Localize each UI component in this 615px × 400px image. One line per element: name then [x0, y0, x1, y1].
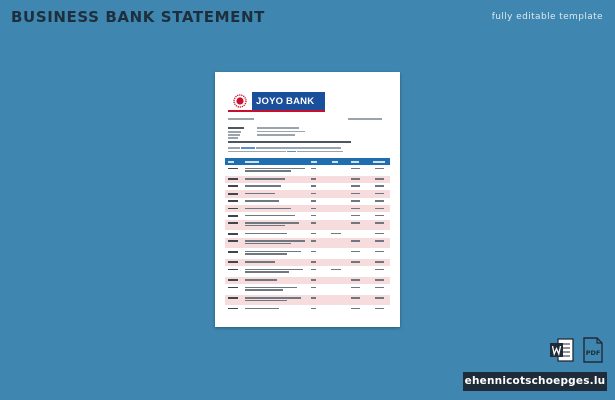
- cell-desc2: [245, 243, 291, 245]
- cell-date: [228, 308, 238, 310]
- cell-date: [228, 168, 238, 170]
- cell-desc: [245, 308, 279, 310]
- cell-desc: [245, 193, 275, 195]
- table-row: [225, 305, 390, 312]
- cell-debit: [351, 297, 360, 299]
- cell-type: [311, 208, 316, 210]
- table-row: [225, 190, 390, 197]
- logo-underline: [228, 110, 325, 112]
- cell-bal: [375, 261, 384, 263]
- cell-debit: [351, 222, 360, 224]
- customer-name-line: [228, 127, 244, 129]
- cell-debit: [351, 240, 360, 242]
- cell-desc2: [245, 253, 287, 255]
- cell-desc: [245, 200, 279, 202]
- cell-type: [311, 193, 316, 195]
- account-detail-line: [257, 127, 299, 129]
- cell-type: [311, 178, 316, 180]
- customer-address-line: [228, 131, 241, 133]
- cell-date: [228, 279, 238, 281]
- cell-date: [228, 297, 238, 299]
- cell-bal: [375, 168, 384, 170]
- customer-address-line: [228, 137, 238, 139]
- cell-desc2: [245, 170, 291, 172]
- svg-text:PDF: PDF: [585, 349, 601, 357]
- page-subtitle: fully editable template: [491, 12, 603, 22]
- cell-debit: [351, 215, 360, 217]
- table-row: [225, 230, 390, 237]
- cell-type: [311, 308, 316, 310]
- cell-desc: [245, 287, 297, 289]
- cell-date: [228, 240, 238, 242]
- notice-line: [228, 141, 351, 143]
- cell-bal: [375, 251, 384, 253]
- cell-type: [311, 233, 316, 235]
- cell-desc: [245, 233, 287, 235]
- column-header-debit: [351, 161, 359, 163]
- cell-type: [311, 297, 316, 299]
- table-row: [225, 212, 390, 219]
- bank-emblem-icon: [228, 92, 252, 110]
- cell-desc: [245, 261, 275, 263]
- table-row: [225, 220, 390, 231]
- column-header-type: [311, 161, 317, 163]
- info-line: [256, 147, 341, 149]
- cell-debit: [351, 168, 360, 170]
- cell-date: [228, 261, 238, 263]
- cell-bal: [375, 240, 384, 242]
- cell-debit: [351, 200, 360, 202]
- cell-date: [228, 287, 238, 289]
- cell-credit: [331, 233, 341, 235]
- info-link-line: [241, 147, 255, 149]
- info-link-line: [287, 151, 296, 153]
- table-row: [225, 198, 390, 205]
- cell-bal: [375, 269, 384, 271]
- cell-desc: [245, 297, 301, 299]
- table-row: [225, 284, 390, 295]
- bank-logo: [228, 92, 325, 110]
- cell-bal: [375, 215, 384, 217]
- cell-type: [311, 269, 316, 271]
- table-row: [225, 266, 390, 277]
- cell-bal: [375, 233, 384, 235]
- bank-statement-document: [215, 72, 400, 327]
- word-document-icon[interactable]: [549, 337, 575, 363]
- transactions-table-body: [225, 165, 390, 312]
- cell-bal: [375, 200, 384, 202]
- cell-bal: [375, 287, 384, 289]
- cell-type: [311, 185, 316, 187]
- info-line: [228, 151, 286, 153]
- cell-type: [311, 240, 316, 242]
- cell-desc2: [245, 271, 289, 273]
- statement-date-line: [348, 118, 382, 120]
- cell-desc: [245, 269, 303, 271]
- cell-type: [311, 168, 316, 170]
- page-title: BUSINESS BANK STATEMENT: [11, 8, 265, 26]
- cell-debit: [351, 193, 360, 195]
- table-row: [225, 277, 390, 284]
- cell-date: [228, 200, 238, 202]
- cell-date: [228, 193, 238, 195]
- cell-desc2: [245, 225, 285, 227]
- cell-desc: [245, 185, 281, 187]
- info-line: [297, 151, 343, 153]
- pdf-document-icon[interactable]: [582, 337, 604, 363]
- table-row: [225, 165, 390, 176]
- cell-bal: [375, 222, 384, 224]
- cell-type: [311, 215, 316, 217]
- table-row: [225, 205, 390, 212]
- table-row: [225, 238, 390, 249]
- cell-type: [311, 200, 316, 202]
- cell-date: [228, 251, 238, 253]
- cell-type: [311, 251, 316, 253]
- cell-bal: [375, 178, 384, 180]
- account-detail-line: [257, 131, 305, 133]
- cell-desc: [245, 222, 299, 224]
- account-title-line: [228, 118, 254, 120]
- cell-debit: [351, 208, 360, 210]
- cell-debit: [351, 178, 360, 180]
- cell-desc: [245, 208, 291, 210]
- cell-debit: [351, 251, 360, 253]
- cell-date: [228, 222, 238, 224]
- cell-desc: [245, 168, 305, 170]
- cell-desc: [245, 251, 301, 253]
- cell-type: [311, 261, 316, 263]
- account-detail-line: [257, 134, 295, 136]
- column-header-credit: [332, 161, 338, 163]
- cell-debit: [351, 279, 360, 281]
- table-row: [225, 183, 390, 190]
- cell-bal: [375, 297, 384, 299]
- cell-date: [228, 208, 238, 210]
- cell-debit: [351, 287, 360, 289]
- cell-debit: [351, 261, 360, 263]
- cell-type: [311, 222, 316, 224]
- cell-desc: [245, 240, 305, 242]
- column-header-description: [245, 161, 259, 163]
- cell-desc2: [245, 289, 283, 291]
- column-header-balance: [373, 161, 385, 163]
- cell-date: [228, 215, 238, 217]
- cell-desc: [245, 178, 285, 180]
- table-row: [225, 248, 390, 259]
- cell-bal: [375, 279, 384, 281]
- cell-date: [228, 185, 238, 187]
- cell-debit: [351, 185, 360, 187]
- info-line: [228, 147, 240, 149]
- website-banner[interactable]: ehennicotschoepges.lu: [463, 372, 607, 391]
- table-row: [225, 295, 390, 306]
- cell-date: [228, 233, 238, 235]
- cell-bal: [375, 208, 384, 210]
- cell-date: [228, 178, 238, 180]
- customer-address-line: [228, 134, 240, 136]
- cell-type: [311, 279, 316, 281]
- cell-type: [311, 287, 316, 289]
- bank-name: JOYO BANK: [256, 95, 315, 107]
- cell-bal: [375, 193, 384, 195]
- cell-debit: [351, 308, 360, 310]
- table-row: [225, 259, 390, 266]
- column-header-date: [228, 161, 234, 163]
- cell-credit: [331, 269, 341, 271]
- cell-bal: [375, 185, 384, 187]
- cell-date: [228, 269, 238, 271]
- cell-desc: [245, 215, 295, 217]
- cell-desc: [245, 279, 277, 281]
- cell-desc2: [245, 300, 287, 302]
- cell-bal: [375, 308, 384, 310]
- table-row: [225, 176, 390, 183]
- transactions-table-header: [225, 158, 390, 165]
